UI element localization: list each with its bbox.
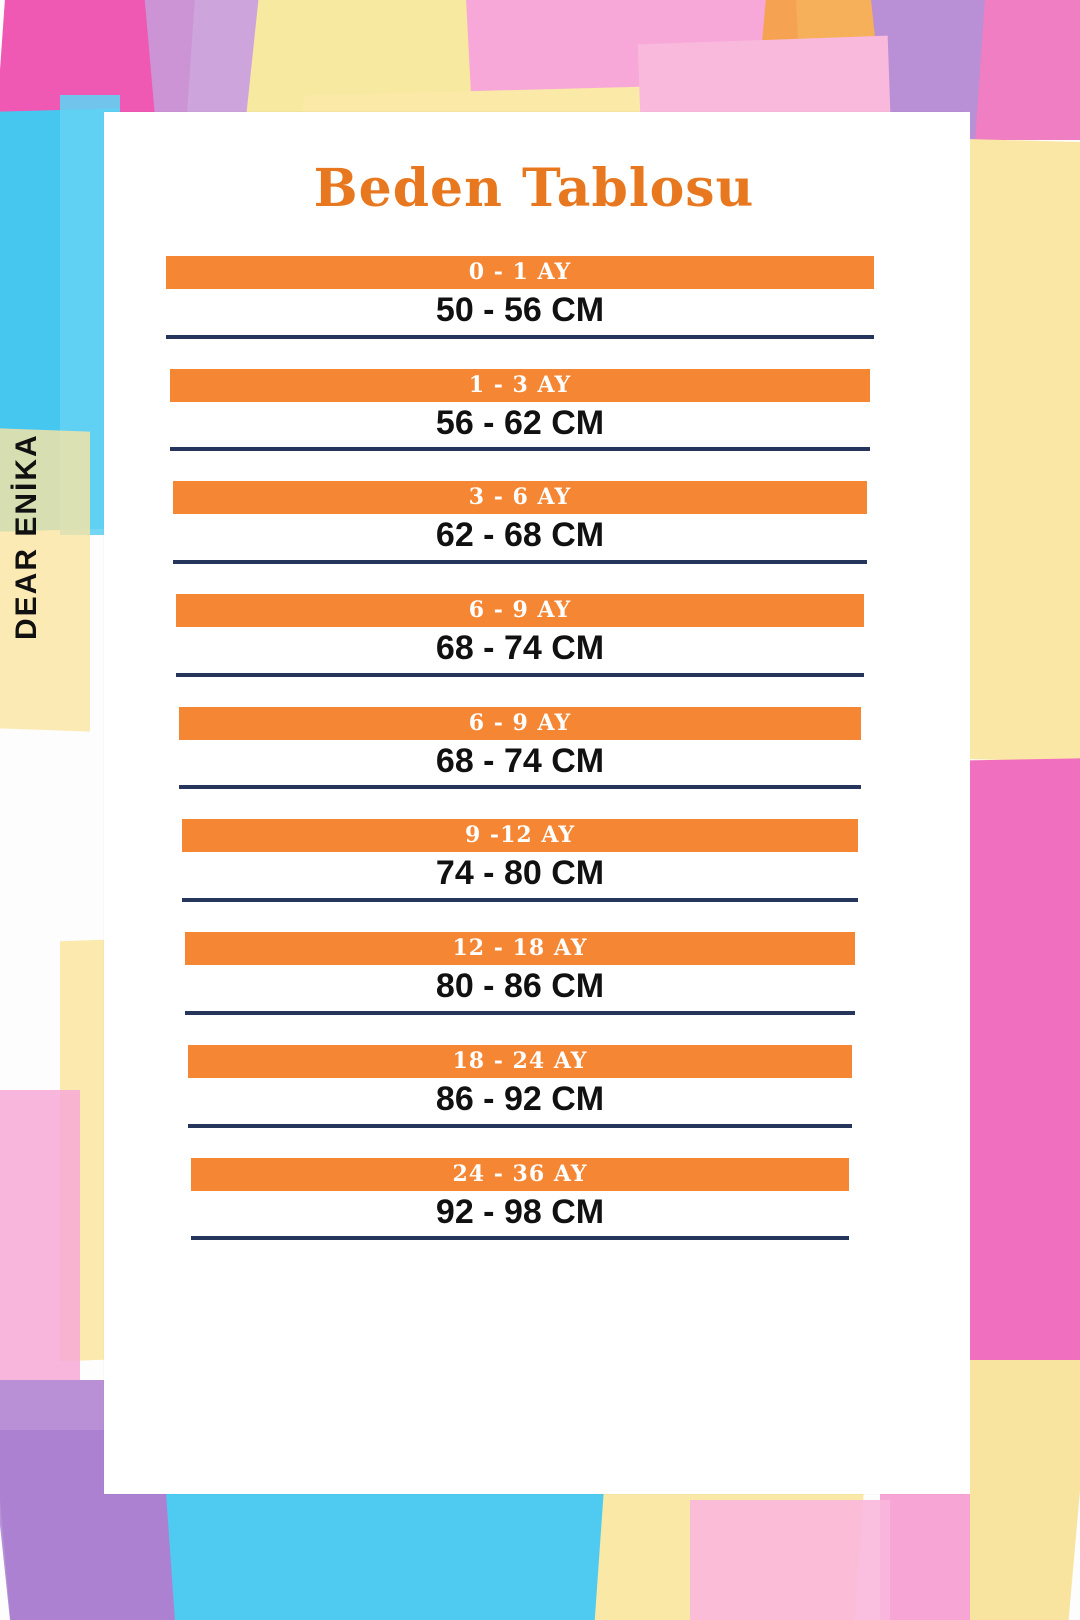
row-age-label: 24 - 36 AY (191, 1158, 849, 1191)
row-size-value: 74 - 80 CM (182, 852, 858, 902)
row-size-value: 68 - 74 CM (176, 627, 864, 677)
row-age-label: 1 - 3 AY (170, 369, 870, 402)
size-table (166, 256, 874, 1270)
row-age-label: 12 - 18 AY (185, 932, 855, 965)
brush-stroke-pink-bottom (690, 1500, 890, 1620)
table-row (166, 481, 874, 564)
row-size-value: 56 - 62 CM (170, 402, 870, 452)
table-row (166, 707, 874, 790)
row-age-label: 6 - 9 AY (176, 594, 864, 627)
row-age-label: 18 - 24 AY (188, 1045, 852, 1078)
row-size-value: 68 - 74 CM (179, 740, 861, 790)
row-size-value: 50 - 56 CM (166, 289, 874, 339)
row-age-label: 0 - 1 AY (166, 256, 874, 289)
brand-label: DEAR ENİKA (10, 433, 43, 640)
row-age-label: 3 - 6 AY (173, 481, 867, 514)
table-row (166, 256, 874, 339)
row-size-value: 80 - 86 CM (185, 965, 855, 1015)
table-row (166, 819, 874, 902)
brush-stroke-pink-left (0, 1090, 80, 1420)
row-size-value: 92 - 98 CM (191, 1191, 849, 1241)
row-size-value: 62 - 68 CM (173, 514, 867, 564)
row-age-label: 6 - 9 AY (179, 707, 861, 740)
row-age-label: 9 -12 AY (182, 819, 858, 852)
table-row (166, 1045, 874, 1128)
row-size-value: 86 - 92 CM (188, 1078, 852, 1128)
page-title: Beden Tablosu (313, 158, 755, 219)
table-row (166, 594, 874, 677)
brush-stroke-pink-top-2 (975, 0, 1080, 140)
table-row (166, 932, 874, 1015)
table-row (166, 1158, 874, 1241)
brush-stroke-cyan-bottom (165, 1480, 645, 1620)
table-row (166, 369, 874, 452)
